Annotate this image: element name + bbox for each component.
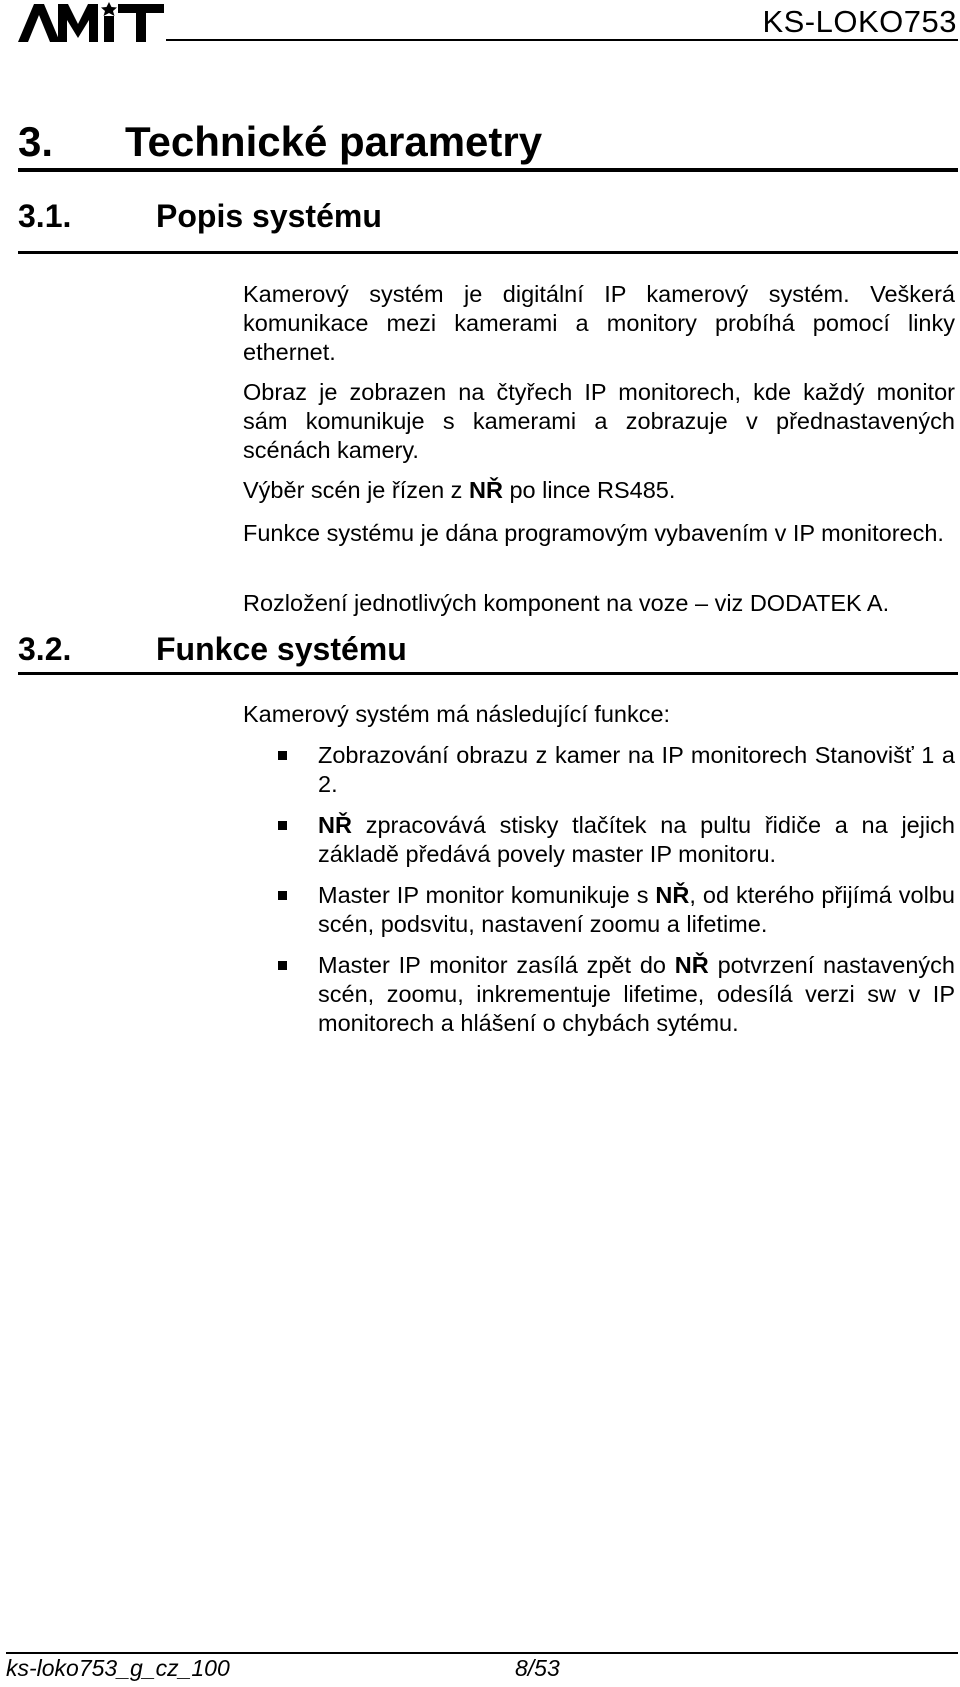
amit-logo-graphic (18, 2, 164, 44)
section-3-number: 3. (18, 118, 54, 165)
amit-logo (18, 2, 164, 44)
section-3-2-number: 3.2. (18, 631, 72, 667)
section-3-1-heading (18, 198, 382, 235)
section-3-heading (18, 118, 542, 166)
section-3-2-title: Funkce systému (156, 631, 407, 667)
document-code: KS-LOKO753 (762, 4, 957, 39)
list-item-text: NŘ zpracovává stisky tlačítek na pultu řidiče a na jejich základě předává povely master IP monitoru. (318, 812, 955, 867)
bullet-square-icon (278, 751, 287, 760)
section-3-2-rule (18, 672, 958, 675)
list-item-text: Master IP monitor komunikuje s NŘ, od kterého přijímá volbu scén, podsvitu, nastavení zoomu a lifetime. (318, 882, 955, 937)
paragraph-function: Funkce systému je dána programovým vybavením v IP monitorech. (243, 520, 944, 546)
scene-selection-text-end: po lince RS485. (502, 477, 676, 503)
list-item-text: Master IP monitor zasílá zpět do NŘ potvrzení nastavených scén, zoomu, inkrementuje lifetime, odesílá verzi sw v IP monitorech a hlášení o chybách sytému. (318, 952, 955, 1036)
list-item (280, 741, 955, 799)
paragraph-scene-selection (243, 476, 955, 505)
list-item (280, 951, 955, 1038)
section-3-title: Technické parametry (125, 118, 543, 165)
section-3-1-number: 3.1. (18, 198, 72, 234)
bullet-square-icon (278, 961, 287, 970)
paragraph-system-description: Kamerový systém je digitální IP kamerový systém. Veškerá komunikace mezi kamerami a monitory probíhá pomocí linky ethernet. (243, 281, 955, 365)
list-item-text: Zobrazování obrazu z kamer na IP monitorech Stanovišť 1 a 2. (318, 742, 955, 797)
list-item (280, 811, 955, 869)
section-3-2-heading (18, 631, 407, 668)
footer-rule (6, 1652, 958, 1654)
section-3-1-title: Popis systému (156, 198, 382, 234)
function-list (280, 741, 955, 1050)
bullet-square-icon (278, 891, 287, 900)
scene-selection-bold: NŘ (468, 477, 503, 503)
bullet-square-icon (278, 821, 287, 830)
section-3-1-rule (18, 251, 958, 254)
footer-document-id: ks-loko753_g_cz_100 (6, 1655, 230, 1681)
paragraph-monitors: Obraz je zobrazen na čtyřech IP monitorech, kde každý monitor sám komunikuje s kamerami a zobrazuje v přednastavených scénách kamery. (243, 379, 955, 463)
scene-selection-text: Výběr scén je řízen z (243, 477, 469, 503)
list-item (280, 881, 955, 939)
paragraph-functions-intro: Kamerový systém má následující funkce: (243, 701, 671, 727)
footer-page-number: 8/53 (515, 1655, 560, 1681)
paragraph-layout: Rozložení jednotlivých komponent na voze – viz DODATEK A. (243, 590, 890, 616)
section-3-rule (18, 168, 958, 172)
